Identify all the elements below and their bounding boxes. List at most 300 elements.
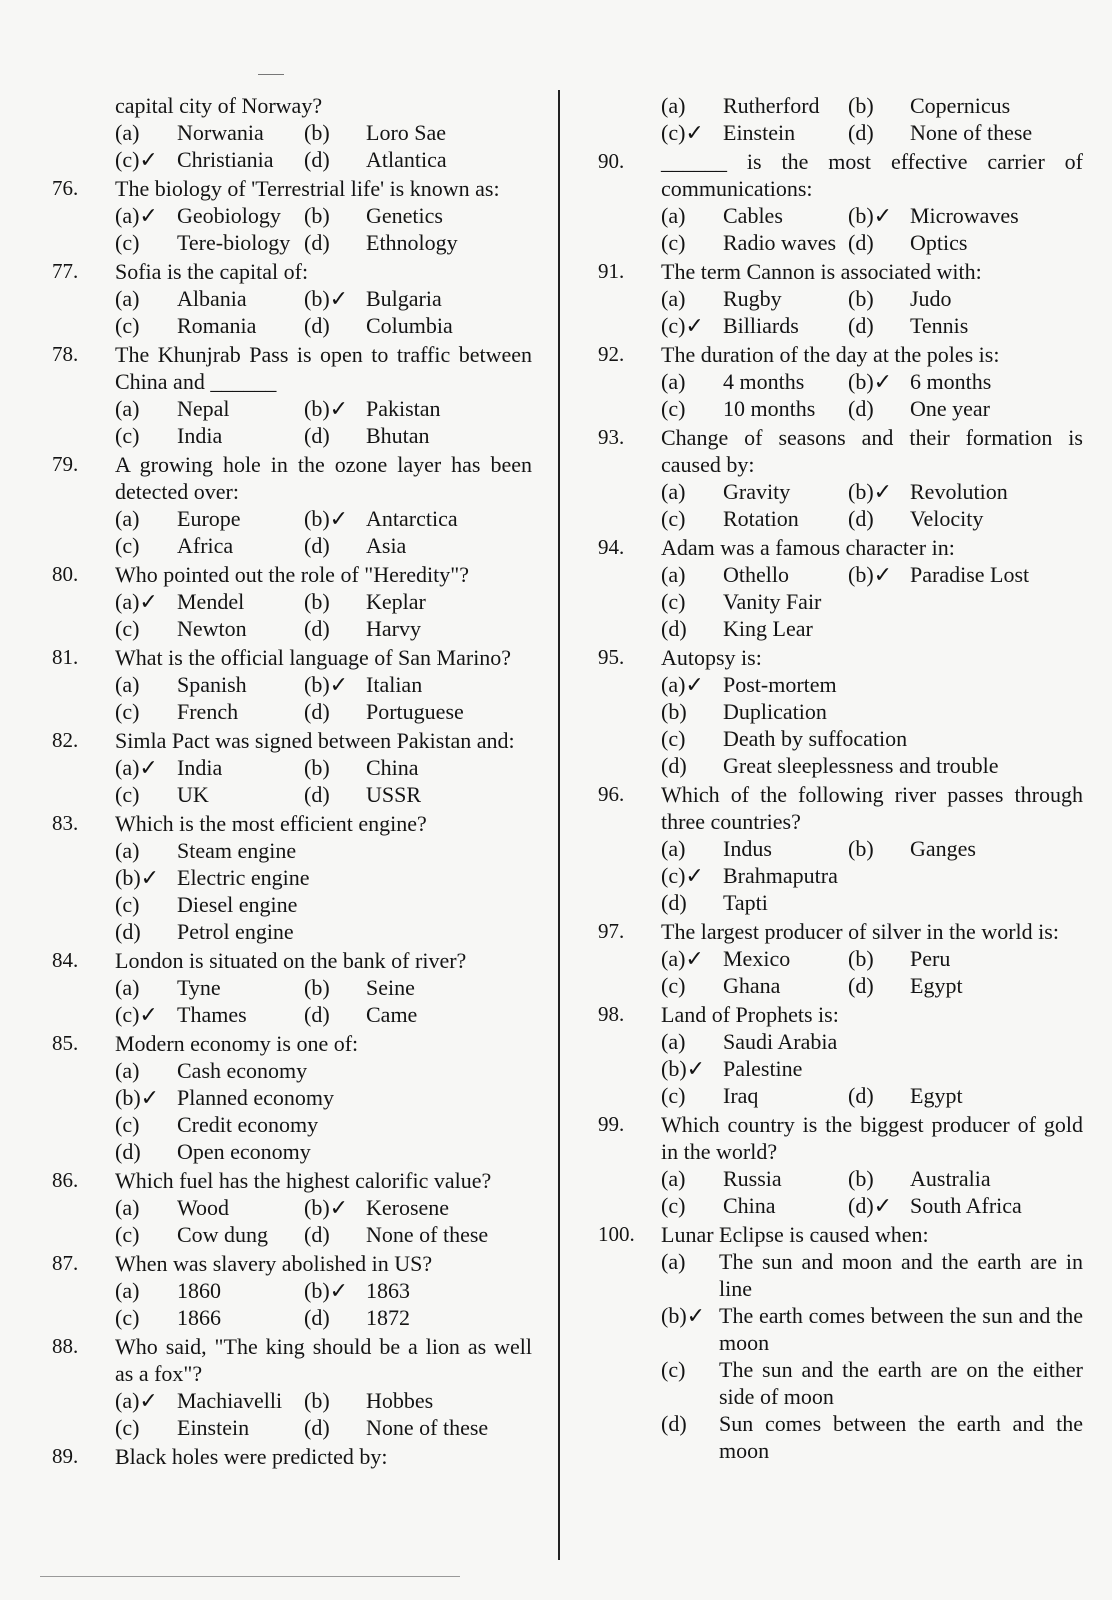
option-row — [115, 918, 532, 945]
question-text: Who pointed out the role of "Heredity"? — [115, 562, 469, 587]
option-row — [661, 119, 1083, 146]
option-row — [115, 285, 532, 312]
option-text: Newton — [177, 616, 247, 641]
option-row — [115, 202, 532, 229]
option-label: (d) — [115, 919, 141, 944]
question-number: 99. — [598, 1112, 625, 1136]
option-label: (b)✓ — [304, 672, 349, 697]
option-text: One year — [910, 396, 991, 421]
question-number: 87. — [52, 1251, 79, 1275]
option-text: Mexico — [723, 946, 791, 971]
option-label: (a) — [661, 203, 686, 228]
option-text: Atlantica — [366, 147, 447, 172]
option-row — [661, 505, 1083, 532]
option-label: (a) — [661, 286, 686, 311]
option-label: (d) — [661, 1411, 687, 1436]
question-header — [52, 92, 532, 119]
option-row — [115, 422, 532, 449]
question-header — [598, 918, 1083, 945]
option-row — [661, 1356, 1083, 1410]
question-header — [598, 1221, 1083, 1248]
option-list — [115, 395, 532, 449]
option-row — [661, 889, 1083, 916]
option-text: China — [723, 1193, 776, 1218]
option-text: Nepal — [177, 396, 230, 421]
question-text: capital city of Norway? — [115, 93, 323, 118]
option-label: (d) — [304, 616, 330, 641]
option-row — [661, 285, 1083, 312]
question-text: The term Cannon is associated with: — [661, 259, 982, 284]
option-label: (b) — [304, 755, 330, 780]
option-row — [115, 229, 532, 256]
option-label: (b) — [848, 93, 874, 118]
question-text: Change of seasons and their formation is caused by: — [661, 425, 1083, 477]
option-row — [661, 725, 1083, 752]
option-label: (d) — [848, 120, 874, 145]
question-text: When was slavery abolished in US? — [115, 1251, 433, 1276]
question-header — [598, 534, 1083, 561]
option-text: Romania — [177, 313, 257, 338]
option-text: 4 months — [723, 369, 805, 394]
option-label: (a) — [115, 1278, 140, 1303]
option-row — [661, 92, 1083, 119]
option-label: (a) — [115, 286, 140, 311]
right-column — [598, 92, 1083, 1466]
option-row — [661, 1248, 1083, 1302]
option-text: Wood — [177, 1195, 230, 1220]
option-label: (b)✓ — [304, 1195, 349, 1220]
option-label: (a) — [661, 93, 686, 118]
option-text: The sun and moon and the earth are in line — [719, 1249, 1083, 1301]
question-number: 89. — [52, 1444, 79, 1468]
option-row — [661, 368, 1083, 395]
question — [598, 424, 1083, 532]
option-label: (b)✓ — [304, 396, 349, 421]
question-text: The biology of 'Terrestrial life' is known as: — [115, 176, 500, 201]
question — [52, 175, 532, 256]
option-text: Loro Sae — [366, 120, 447, 145]
option-label: (c) — [661, 726, 686, 751]
option-row — [661, 229, 1083, 256]
option-label: (d) — [304, 1002, 330, 1027]
option-text: India — [177, 423, 223, 448]
option-text: Steam engine — [177, 838, 297, 863]
question-number: 77. — [52, 259, 79, 283]
option-row — [115, 146, 532, 173]
option-row — [115, 754, 532, 781]
option-text: Saudi Arabia — [723, 1029, 838, 1054]
option-row — [115, 1001, 532, 1028]
option-row — [115, 671, 532, 698]
question-text: The largest producer of silver in the world is: — [661, 919, 1059, 944]
option-list — [661, 1028, 1083, 1109]
option-label: (b) — [304, 975, 330, 1000]
option-text: Ethnology — [366, 230, 458, 255]
question-text: Who said, "The king should be a lion as well as a fox"? — [115, 1334, 532, 1386]
option-label: (b)✓ — [304, 1278, 349, 1303]
question-number: 84. — [52, 948, 79, 972]
option-text: Egypt — [910, 973, 963, 998]
option-row — [661, 1192, 1083, 1219]
option-label: (b) — [304, 1388, 330, 1413]
scan-mark-bottom — [40, 1576, 460, 1577]
option-text: Duplication — [723, 699, 827, 724]
option-list — [661, 1248, 1083, 1464]
option-label: (c) — [115, 699, 140, 724]
option-label: (c) — [115, 423, 140, 448]
question-text: The Khunjrab Pass is open to traffic between China and ______ — [115, 342, 532, 394]
option-row — [115, 119, 532, 146]
option-row — [661, 1302, 1083, 1356]
option-text: Death by suffocation — [723, 726, 908, 751]
option-text: USSR — [366, 782, 422, 807]
option-text: Columbia — [366, 313, 453, 338]
option-label: (b)✓ — [848, 479, 893, 504]
option-text: Petrol engine — [177, 919, 294, 944]
option-label: (c) — [661, 589, 686, 614]
option-label: (c)✓ — [115, 1002, 158, 1027]
option-row — [661, 1410, 1083, 1464]
option-label: (d) — [661, 753, 687, 778]
option-text: Post-mortem — [723, 672, 837, 697]
option-row — [661, 202, 1083, 229]
option-label: (a) — [115, 396, 140, 421]
question-number: 79. — [52, 452, 79, 476]
option-label: (c) — [661, 1357, 686, 1382]
option-row — [115, 615, 532, 642]
option-list — [115, 837, 532, 945]
option-label: (a) — [115, 1058, 140, 1083]
question — [52, 92, 532, 173]
option-row — [115, 588, 532, 615]
option-text: Keplar — [366, 589, 426, 614]
option-text: Mendel — [177, 589, 245, 614]
option-label: (c) — [115, 1112, 140, 1137]
question-text: Which country is the biggest producer of gold in the world? — [661, 1112, 1083, 1164]
option-text: Thames — [177, 1002, 247, 1027]
question-header — [598, 424, 1083, 478]
option-label: (a)✓ — [115, 203, 158, 228]
option-label: (d) — [304, 1222, 330, 1247]
question-header — [52, 947, 532, 974]
option-label: (a) — [115, 838, 140, 863]
option-label: (d) — [661, 616, 687, 641]
option-row — [661, 312, 1083, 339]
option-label: (a) — [661, 1249, 686, 1274]
option-label: (c) — [115, 1415, 140, 1440]
option-text: Pakistan — [366, 396, 441, 421]
question-text: Which of the following river passes through three countries? — [661, 782, 1083, 834]
option-label: (b) — [304, 203, 330, 228]
option-text: Peru — [910, 946, 951, 971]
option-label: (d) — [304, 699, 330, 724]
question-number: 85. — [52, 1031, 79, 1055]
option-text: None of these — [366, 1415, 489, 1440]
option-label: (b) — [304, 120, 330, 145]
question-number: 82. — [52, 728, 79, 752]
option-label: (d) — [304, 423, 330, 448]
question-text: London is situated on the bank of river? — [115, 948, 467, 973]
option-text: 1866 — [177, 1305, 221, 1330]
option-row — [661, 1082, 1083, 1109]
option-text: Tere-biology — [177, 230, 291, 255]
option-row — [661, 588, 1083, 615]
question-header — [52, 1167, 532, 1194]
question-text: Modern economy is one of: — [115, 1031, 359, 1056]
option-text: 10 months — [723, 396, 816, 421]
option-text: Planned economy — [177, 1085, 335, 1110]
option-label: (b)✓ — [661, 1303, 706, 1328]
question — [52, 1333, 532, 1441]
option-text: Rotation — [723, 506, 799, 531]
option-text: Brahmaputra — [723, 863, 838, 888]
option-text: Rugby — [723, 286, 782, 311]
question — [598, 1111, 1083, 1219]
question-header — [52, 644, 532, 671]
option-text: Geobiology — [177, 203, 281, 228]
option-text: Paradise Lost — [910, 562, 1030, 587]
option-list — [115, 1194, 532, 1248]
option-list — [661, 561, 1083, 642]
option-text: Billiards — [723, 313, 799, 338]
question-number: 81. — [52, 645, 79, 669]
question-header — [52, 1250, 532, 1277]
option-text: China — [366, 755, 419, 780]
option-text: Africa — [177, 533, 234, 558]
question — [598, 534, 1083, 642]
option-label: (d) — [304, 230, 330, 255]
option-row — [115, 1057, 532, 1084]
option-text: Machiavelli — [177, 1388, 283, 1413]
option-list — [661, 202, 1083, 256]
question — [598, 781, 1083, 916]
option-list — [115, 505, 532, 559]
option-list — [115, 1057, 532, 1165]
option-label: (a) — [115, 672, 140, 697]
question-header — [52, 727, 532, 754]
option-row — [115, 1277, 532, 1304]
option-list — [115, 754, 532, 808]
option-label: (d) — [304, 1305, 330, 1330]
option-label: (b)✓ — [848, 369, 893, 394]
question-text: ______ is the most effective carrier of communications: — [661, 149, 1083, 201]
option-text: None of these — [910, 120, 1033, 145]
option-row — [115, 312, 532, 339]
option-label: (b)✓ — [304, 286, 349, 311]
option-text: Asia — [366, 533, 407, 558]
option-label: (c) — [661, 506, 686, 531]
option-list — [661, 368, 1083, 422]
question-text: Autopsy is: — [661, 645, 762, 670]
question-header — [52, 258, 532, 285]
question-text: Which fuel has the highest calorific value? — [115, 1168, 492, 1193]
option-label: (a)✓ — [115, 589, 158, 614]
question-number — [52, 92, 115, 119]
question — [52, 258, 532, 339]
question-text: Simla Pact was signed between Pakistan and: — [115, 728, 515, 753]
option-row — [115, 1138, 532, 1165]
option-text: Einstein — [723, 120, 796, 145]
option-label: (a) — [661, 479, 686, 504]
question-text: Sofia is the capital of: — [115, 259, 309, 284]
option-label: (c) — [115, 1222, 140, 1247]
option-text: South Africa — [910, 1193, 1022, 1218]
option-text: Sun comes between the earth and the moon — [719, 1411, 1083, 1463]
option-text: Ghana — [723, 973, 781, 998]
option-row — [115, 1414, 532, 1441]
option-text: Einstein — [177, 1415, 250, 1440]
option-text: Rutherford — [723, 93, 820, 118]
question-header — [598, 1111, 1083, 1165]
option-row — [661, 835, 1083, 862]
option-text: Cash economy — [177, 1058, 308, 1083]
option-text: India — [177, 755, 223, 780]
question-header — [598, 148, 1083, 202]
option-text: Vanity Fair — [723, 589, 822, 614]
option-text: Gravity — [723, 479, 791, 504]
option-text: Bhutan — [366, 423, 430, 448]
option-label: (c)✓ — [115, 147, 158, 172]
question — [52, 451, 532, 559]
option-row — [115, 1194, 532, 1221]
option-text: The earth comes between the sun and the moon — [719, 1303, 1083, 1355]
option-text: Velocity — [910, 506, 984, 531]
question — [598, 258, 1083, 339]
option-text: Albania — [177, 286, 247, 311]
option-label: (c) — [661, 973, 686, 998]
question-header — [52, 451, 532, 505]
option-text: Came — [366, 1002, 418, 1027]
question-number: 96. — [598, 782, 625, 806]
option-text: Copernicus — [910, 93, 1011, 118]
option-label: (d) — [304, 782, 330, 807]
option-label: (d) — [848, 1083, 874, 1108]
option-text: Christiania — [177, 147, 274, 172]
option-row — [115, 1111, 532, 1138]
option-list — [661, 671, 1083, 779]
option-row — [661, 395, 1083, 422]
question-header — [598, 258, 1083, 285]
option-label: (b)✓ — [115, 865, 160, 890]
question-text: Land of Prophets is: — [661, 1002, 839, 1027]
option-text: Tapti — [723, 890, 768, 915]
option-text: Europe — [177, 506, 241, 531]
option-label: (d) — [304, 533, 330, 558]
option-text: 6 months — [910, 369, 992, 394]
option-label: (b) — [848, 836, 874, 861]
question — [52, 561, 532, 642]
option-label: (b)✓ — [115, 1085, 160, 1110]
option-label: (a)✓ — [661, 672, 704, 697]
question — [598, 644, 1083, 779]
option-text: Optics — [910, 230, 968, 255]
question-number: 93. — [598, 425, 625, 449]
option-row — [115, 781, 532, 808]
question-text: Adam was a famous character in: — [661, 535, 955, 560]
option-text: Seine — [366, 975, 415, 1000]
question — [52, 727, 532, 808]
option-label: (c) — [115, 616, 140, 641]
option-list — [115, 1277, 532, 1331]
option-row — [661, 1028, 1083, 1055]
option-label: (b)✓ — [848, 203, 893, 228]
option-label: (b) — [848, 286, 874, 311]
option-text: Italian — [366, 672, 423, 697]
option-list — [661, 835, 1083, 916]
question-header — [52, 561, 532, 588]
question-header — [52, 175, 532, 202]
option-row — [115, 864, 532, 891]
question — [52, 644, 532, 725]
option-text: Spanish — [177, 672, 247, 697]
question — [598, 1221, 1083, 1464]
option-label: (a) — [661, 1029, 686, 1054]
option-text: Portuguese — [366, 699, 464, 724]
question-number: 100. — [598, 1222, 635, 1246]
option-text: Hobbes — [366, 1388, 434, 1413]
option-label: (d)✓ — [848, 1193, 893, 1218]
option-text: None of these — [366, 1222, 489, 1247]
option-text: Australia — [910, 1166, 991, 1191]
option-label: (a) — [661, 1166, 686, 1191]
option-list — [115, 588, 532, 642]
question-number: 95. — [598, 645, 625, 669]
question-header — [52, 1333, 532, 1387]
option-label: (c) — [661, 1083, 686, 1108]
option-label: (c)✓ — [661, 863, 704, 888]
option-label: (c) — [115, 533, 140, 558]
question — [52, 1030, 532, 1165]
option-row — [661, 671, 1083, 698]
question-text: What is the official language of San Marino? — [115, 645, 512, 670]
option-list — [661, 92, 1083, 146]
option-row — [661, 615, 1083, 642]
option-text: Iraq — [723, 1083, 759, 1108]
option-row — [115, 395, 532, 422]
left-column — [52, 92, 532, 1472]
option-text: 1860 — [177, 1278, 221, 1303]
option-text: Cables — [723, 203, 783, 228]
question-header — [52, 1443, 532, 1470]
option-text: Norwania — [177, 120, 264, 145]
question — [598, 148, 1083, 256]
option-row — [115, 1387, 532, 1414]
option-row — [115, 891, 532, 918]
option-row — [661, 698, 1083, 725]
question — [598, 341, 1083, 422]
option-list — [661, 478, 1083, 532]
option-row — [661, 862, 1083, 889]
option-label: (a) — [115, 975, 140, 1000]
option-label: (b)✓ — [304, 506, 349, 531]
question — [52, 1250, 532, 1331]
option-text: Russia — [723, 1166, 782, 1191]
option-label: (d) — [848, 506, 874, 531]
question-number: 88. — [52, 1334, 79, 1358]
question-header — [598, 781, 1083, 835]
question-text: Lunar Eclipse is caused when: — [661, 1222, 929, 1247]
option-text: 1863 — [366, 1278, 410, 1303]
option-list — [115, 285, 532, 339]
question-number: 90. — [598, 149, 625, 173]
question — [52, 341, 532, 449]
option-text: Genetics — [366, 203, 443, 228]
option-label: (d) — [848, 973, 874, 998]
option-label: (c) — [661, 230, 686, 255]
option-text: Judo — [910, 286, 952, 311]
option-label: (c) — [115, 313, 140, 338]
question-text: Black holes were predicted by: — [115, 1444, 388, 1469]
